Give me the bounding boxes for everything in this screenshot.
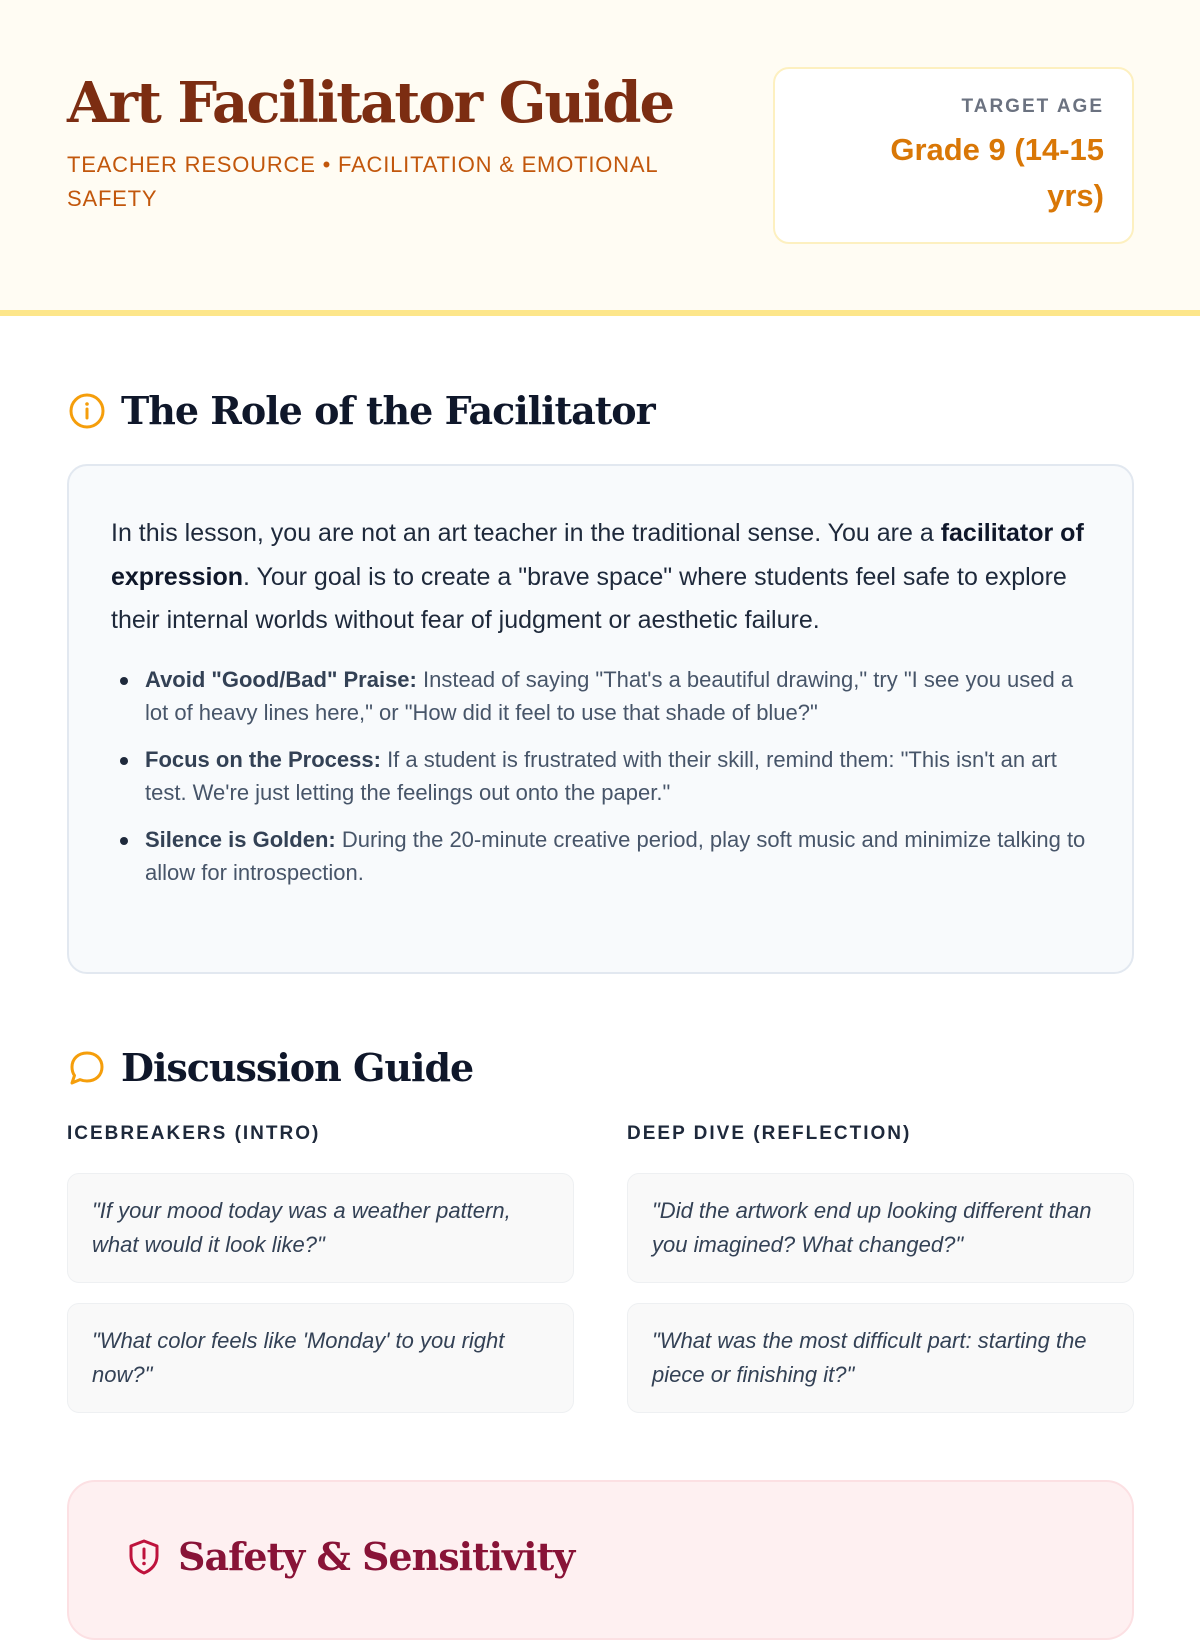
- role-intro: [111, 512, 1092, 643]
- deep-dive-question-card: "Did the artwork end up looking different than you imagined? What changed?": [627, 1173, 1134, 1283]
- role-section-header: [67, 386, 655, 436]
- icebreaker-question-card: "If your mood today was a weather pattern, what would it look like?": [67, 1173, 574, 1283]
- role-intro-text-end: . Your goal is to create a "brave space" where students feel safe to explore their internal worlds without fear of judgment or aesthetic failure.: [111, 562, 1067, 634]
- list-item: [111, 743, 1092, 810]
- page-header: [0, 0, 1200, 316]
- discussion-section-title: Discussion Guide: [121, 1045, 474, 1090]
- discussion-section-header: [67, 1043, 473, 1093]
- role-card: [67, 464, 1134, 974]
- target-age-card: [773, 67, 1134, 244]
- list-item: [111, 663, 1092, 730]
- target-age-value: Grade 9 (14-15 yrs): [890, 132, 1104, 213]
- tip-text: Instead of saying "That's a beautiful drawing," try "I see you used a lot of heavy lines here," or "How did it feel to use that shade of blue?": [145, 666, 1074, 725]
- page-title: Art Facilitator Guide: [67, 70, 674, 136]
- page-subtitle: TEACHER RESOURCE • FACILITATION & EMOTIONAL SAFETY: [67, 152, 658, 211]
- tip-text: During the 20-minute creative period, play soft music and minimize talking to allow for introspection.: [145, 826, 1086, 885]
- role-intro-text: In this lesson, you are not an art teacher in the traditional sense. You are a: [111, 519, 941, 547]
- tip-text: If a student is frustrated with their skill, remind them: "This isn't an art test. We're just letting the feelings out onto the paper.": [145, 746, 1057, 805]
- facilitator-tips-list: [111, 663, 1092, 890]
- deep-dive-label: DEEP DIVE (REFLECTION): [627, 1123, 912, 1144]
- tip-title: Avoid "Good/Bad" Praise:: [145, 666, 417, 692]
- safety-section-title: Safety & Sensitivity: [178, 1534, 575, 1579]
- role-section-title: The Role of the Facilitator: [121, 388, 655, 433]
- safety-card: [67, 1480, 1134, 1640]
- list-item: [111, 823, 1092, 890]
- icebreaker-question-card: "What color feels like 'Monday' to you right now?": [67, 1303, 574, 1413]
- deep-dive-question-card: "What was the most difficult part: starting the piece or finishing it?": [627, 1303, 1134, 1413]
- speech-bubble-icon: [67, 1048, 107, 1088]
- role-intro-emphasis: facilitator of expression: [111, 519, 1084, 591]
- tip-title: Silence is Golden:: [145, 826, 336, 852]
- shield-alert-icon: [124, 1537, 164, 1577]
- target-age-label: TARGET AGE: [961, 96, 1104, 117]
- safety-section-header: [124, 1532, 574, 1582]
- tip-title: Focus on the Process:: [145, 746, 381, 772]
- icebreakers-label: ICEBREAKERS (INTRO): [67, 1123, 321, 1144]
- info-circle-icon: [67, 391, 107, 431]
